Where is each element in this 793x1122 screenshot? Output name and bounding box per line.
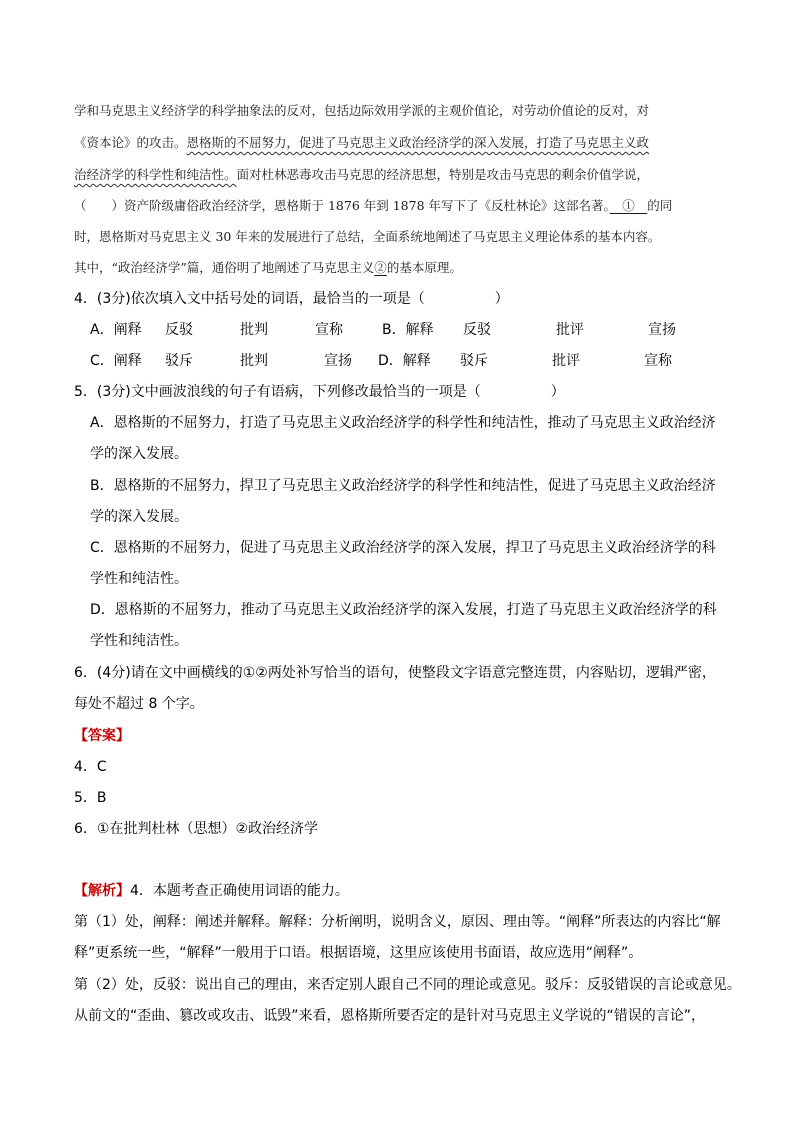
analysis-head-text: 4．本题考查正确使用词语的能力。 <box>130 883 349 899</box>
answer-label: 【答案】 <box>74 728 130 744</box>
option-word: 驳斥 <box>460 353 488 369</box>
question-5-option-d-cont: 学性和纯洁性。 <box>90 633 188 649</box>
question-6-stem: 6．(4分)请在文中画横线的①②两处补写恰当的语句，使整段文字语意完整连贯，内容贴切，逻辑严密， <box>74 665 716 681</box>
option-word: 批评 <box>556 322 584 338</box>
passage-line-4 <box>74 197 672 215</box>
analysis-paragraph-2-cont: 从前文的“歪曲、篡改或攻击、诋毁”来看，恩格斯所要否定的是针对马克思主义学说的“错误的言论”， <box>74 1008 706 1024</box>
answer-4: 4．C <box>74 759 107 775</box>
passage-line-3 <box>74 166 649 184</box>
answer-6: 6．①在批判杜林（思想）②政治经济学 <box>74 821 319 837</box>
answer-5: 5．B <box>74 790 107 806</box>
question-5-option-c-cont: 学性和纯洁性。 <box>90 571 188 587</box>
analysis-paragraph-1: 第（1）处，阐释：阐述并解释。解释：分析阐明，说明含义，原因、理由等。“阐释”所表达的内容比“解 <box>74 914 721 930</box>
option-word: 批评 <box>552 353 580 369</box>
question-5-option-b: B．恩格斯的不屈努力，捍卫了马克思主义政治经济学的科学性和纯洁性，促进了马克思主义政治经济 <box>90 478 716 494</box>
option-word: 宣称 <box>644 353 672 369</box>
passage-text: （ ）资产阶级庸俗政治经济学，恩格斯于 1876 年到 1878 年写下了《反杜林论》这部名著。 <box>74 198 610 213</box>
question-4-stem: 4．(3分)依次填入文中括号处的词语，最恰当的一项是（ ） <box>74 291 509 307</box>
question-5-option-a-cont: 学的深入发展。 <box>90 446 188 462</box>
option-label: D．解释 <box>378 353 431 369</box>
option-label: C．阐释 <box>90 353 142 369</box>
passage-text: 《资本论》的攻击。 <box>74 135 187 150</box>
question-5-option-a: A．恩格斯的不屈努力，打造了马克思主义政治经济学的科学性和纯洁性，推动了马克思主义政治经济 <box>90 415 716 431</box>
analysis-paragraph-1-cont: 释”更系统一些，“解释”一般用于口语。根据语境，这里应该使用书面语，故应选用“阐释”。 <box>74 945 643 961</box>
passage-text: 的基本原理。 <box>386 260 462 275</box>
question-6-stem-cont: 每处不超过 8 个字。 <box>74 696 204 712</box>
option-word: 批判 <box>240 322 268 338</box>
blank-2: ② <box>374 260 387 275</box>
wavy-underlined-sentence: 治经济学的科学性和纯洁性。 <box>74 167 237 182</box>
passage-text: 面对杜林恶毒攻击马克思的经济思想，特别是攻击马克思的剩余价值学说， <box>236 167 650 182</box>
question-5-option-d: D．恩格斯的不屈努力，推动了马克思主义政治经济学的深入发展，打造了马克思主义政治经济学的科 <box>90 602 717 618</box>
passage-line-5: 时，恩格斯对马克思主义 30 年来的发展进行了总结，全面系统地阐述了马克思主义理论体系的基本内容。 <box>74 229 661 244</box>
option-word: 反驳 <box>165 322 193 338</box>
option-word: 反驳 <box>463 322 491 338</box>
passage-line-2 <box>74 134 649 152</box>
option-label: A．阐释 <box>90 322 142 338</box>
option-word: 批判 <box>240 353 268 369</box>
option-word: 驳斥 <box>165 353 193 369</box>
passage-line-1: 学和马克思主义经济学的科学抽象法的反对，包括边际效用学派的主观价值论，对劳动价值论的反对，对 <box>74 103 650 118</box>
analysis-paragraph-2: 第（2）处，反驳：说出自己的理由，来否定别人跟自己不同的理论或意见。驳斥：反驳错误的言论或意见。 <box>74 977 741 993</box>
question-5-option-b-cont: 学的深入发展。 <box>90 509 188 525</box>
analysis-label: 【解析】 <box>74 883 130 899</box>
passage-text: 的同 <box>647 198 673 213</box>
passage-text: 其中，“政治经济学”篇，通俗明了地阐述了马克思主义 <box>74 260 375 275</box>
question-5-stem: 5．(3分)文中画波浪线的句子有语病，下列修改最恰当的一项是（ ） <box>74 384 565 400</box>
wavy-underlined-sentence: 恩格斯的不屈努力，促进了马克思主义政治经济学的深入发展，打造了马克思主义政 <box>186 135 650 150</box>
option-label: B．解释 <box>382 322 434 338</box>
option-word: 宣扬 <box>324 353 352 369</box>
option-word: 宣称 <box>315 322 343 338</box>
analysis-heading <box>74 882 349 900</box>
blank-1: ① <box>609 198 648 213</box>
passage-line-6 <box>74 259 462 277</box>
option-word: 宣扬 <box>648 322 676 338</box>
question-5-option-c: C．恩格斯的不屈努力，促进了马克思主义政治经济学的深入发展，捍卫了马克思主义政治经济学的科 <box>90 540 716 556</box>
